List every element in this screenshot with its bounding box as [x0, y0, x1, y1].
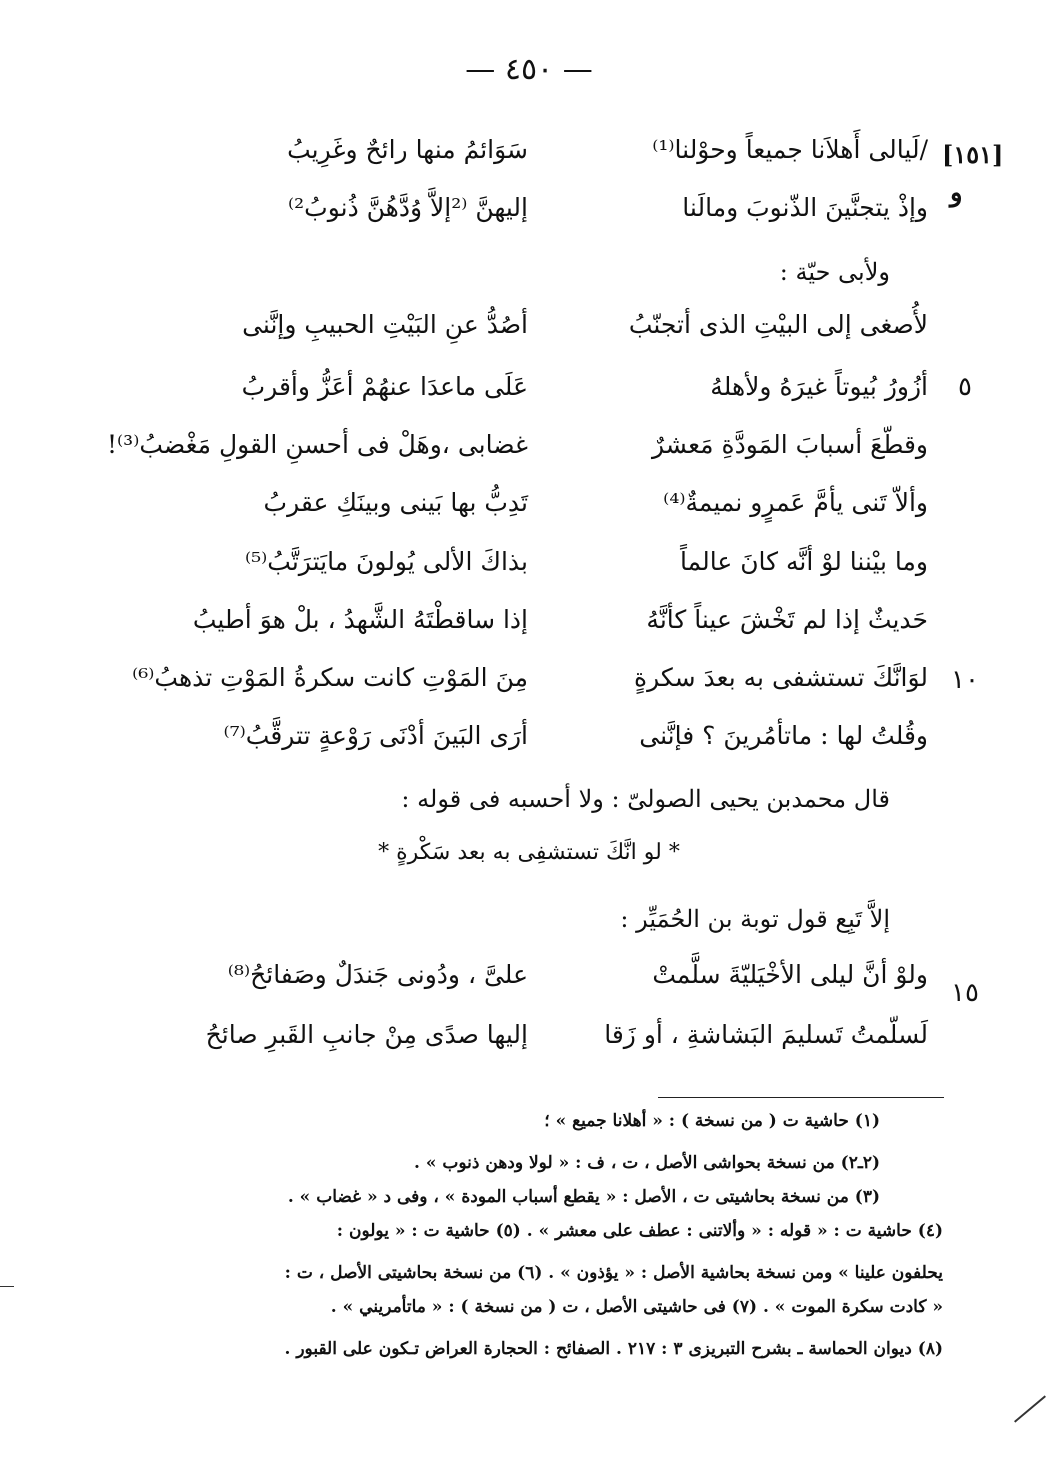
- verse-row: [178, 955, 928, 995]
- hemistich-second: مِنَ المَوْتِ كانت سكرةُ المَوْتِ تذهبُ⁽⁶⁾: [132, 663, 528, 692]
- line-number: ١٥: [951, 978, 979, 1008]
- hemistich-second: إذا ساقطْتَهُ الشَّهدُ ، بلْ هوَ أطيبُ: [192, 605, 528, 634]
- verse-row: [178, 1015, 928, 1055]
- verse-row: [178, 305, 928, 345]
- footnote: « كادت سكرة الموت » . (٧) فى حاشيتى الأصل ، ت ( من نسخة ) : « ماتأمريني » .: [330, 1297, 943, 1317]
- commentary-line: قال محمدبن يحيى الصولىّ : ولا أحسبه فى قوله :: [401, 785, 890, 813]
- hemistich-first: وما بيْننا لوْ أنَّه كانَ عالماً: [680, 547, 928, 576]
- verse-row: [132, 658, 928, 698]
- quoted-hemistich: * لو انَّكَ تستشفِى به بعد سَكْرةٍ *: [378, 840, 680, 865]
- page-number: — ٤٥٠ —: [465, 52, 593, 87]
- hemistich-second: أصُدُّ عنِ البَيْتِ الحبيبِ وإنَّنى: [242, 310, 528, 339]
- footnote: (٣) من نسخة بحاشيتى ت ، الأصل : « يقطع أسباب المودة » ، وفى د « غضاب » .: [287, 1187, 880, 1207]
- hemistich-first: وإذْ يتجنَّينَ الذّنوبَ ومالَنا: [682, 193, 928, 222]
- verse-row: [178, 188, 928, 228]
- hemistich-first: وألاّ تَنى يأمَّ عَمرٍو نميمةٌ⁽⁴⁾: [663, 488, 928, 517]
- verse-row: [106, 425, 928, 465]
- verse-row: [178, 542, 928, 582]
- hemistich-second: عَلَى ماعدَا عنهُمْ أعَزُّ وأقربُ: [241, 372, 528, 401]
- hemistich-second: علىَّ ، ودُونى جَندَلٌ وصَفائحُ⁽⁸⁾: [227, 960, 528, 989]
- footnote: (١) حاشية ت ( من نسخة ) : « أهلانا جميع » ؛: [544, 1111, 880, 1131]
- hemistich-first: لَسلّمتُ تَسليمَ البَشاشةِ ، أو زَقا: [604, 1020, 928, 1049]
- commentary-line: إلاَّ تَبِع قول توبة بن الحُمَيِّر :: [620, 905, 890, 933]
- margin-tick: [0, 1286, 14, 1287]
- footnote: (٢ـ٢) من نسخة بحواشى الأصل ، ت ، ف : « لولا ودهن ذنوب » .: [414, 1153, 880, 1173]
- hemistich-second: بذاكَ الألى يُولونَ مايَترَتَّبُ⁽⁵⁾: [244, 547, 528, 576]
- line-number: ١٠: [951, 665, 979, 695]
- verse-row: [178, 483, 928, 523]
- hemistich-first: ولوْ أنَّ ليلى الأخْيَليّةَ سلَّمتْ: [652, 960, 928, 989]
- poet-intro: ولأبى حيّة :: [779, 258, 890, 286]
- hemistich-second: إليها صدًى مِنْ جانبِ القَبرِ صائحُ: [205, 1020, 528, 1049]
- hemistich-second: غضابى ،وهَلْ فى أحسنِ القولِ مَغْضبُ⁽³⁾!: [106, 430, 528, 459]
- footnote: يحلفون علينا » ومن نسخة بحاشية الأصل : « يؤذون » . (٦) من نسخة بحاشيتى الأصل ، ت :: [284, 1263, 943, 1283]
- hemistich-second: إليهنَّ ⁽²إلاَّ وُدَّهُنَّ ذُنوبُ²⁾: [287, 193, 528, 222]
- folio-side-letter: و: [950, 178, 963, 208]
- hemistich-second: سَوَائمُ منها رائحٌ وغَرِيبُ: [287, 135, 528, 164]
- hemistich-first: لوَانَّكَ تستشفى به بعدَ سكرةٍ: [633, 663, 928, 692]
- verse-row: [178, 716, 928, 756]
- verse-row: [178, 367, 928, 407]
- hemistich-first: أزُورُ بُيوتاً غيرَهُ ولأهلهُ: [710, 372, 928, 401]
- footnote: (٤) حاشية ت : « قوله : « وألاتنى : عطف على معشر » . (٥) حاشية ت : « يولون :: [336, 1221, 943, 1241]
- verse-row: [178, 130, 928, 170]
- footnote: (٨) ديوان الحماسة ـ بشرح التبريزى ٣ : ٢١٧ . الصفائح : الحجارة العراض تـكون على القبور .: [284, 1339, 943, 1359]
- hemistich-first: وقُلتُ لها : ماتأمُرينَ ؟ فإنَّنى: [639, 721, 928, 750]
- hemistich-first: حَديثٌ إذا لم تَخْشَ عيناً كأنَّهُ: [646, 605, 928, 634]
- manuscript-folio-marker: [١٥١]: [942, 140, 1004, 169]
- hemistich-first: /لَيالى أَهلاَنا جميعاً وحوْلنا⁽¹⁾: [652, 135, 928, 164]
- verse-row: [178, 600, 928, 640]
- scan-artifact-stroke: [1014, 1395, 1046, 1422]
- hemistich-second: أرَى البَينَ أدْنَى رَوْعةٍ تترقَّبُ⁽⁷⁾: [223, 721, 528, 750]
- hemistich-first: وقطّعَ أسبابَ المَودَّةِ مَعشرٌ: [652, 430, 928, 459]
- line-number: ٥: [958, 372, 972, 402]
- hemistich-second: تَدِبُّ بها بَينى وبينَكِ عقربُ: [263, 488, 528, 517]
- footnote-divider: [658, 1097, 944, 1098]
- hemistich-first: لأُصغى إلى البيْتِ الذى أتجنّبُ: [628, 310, 928, 339]
